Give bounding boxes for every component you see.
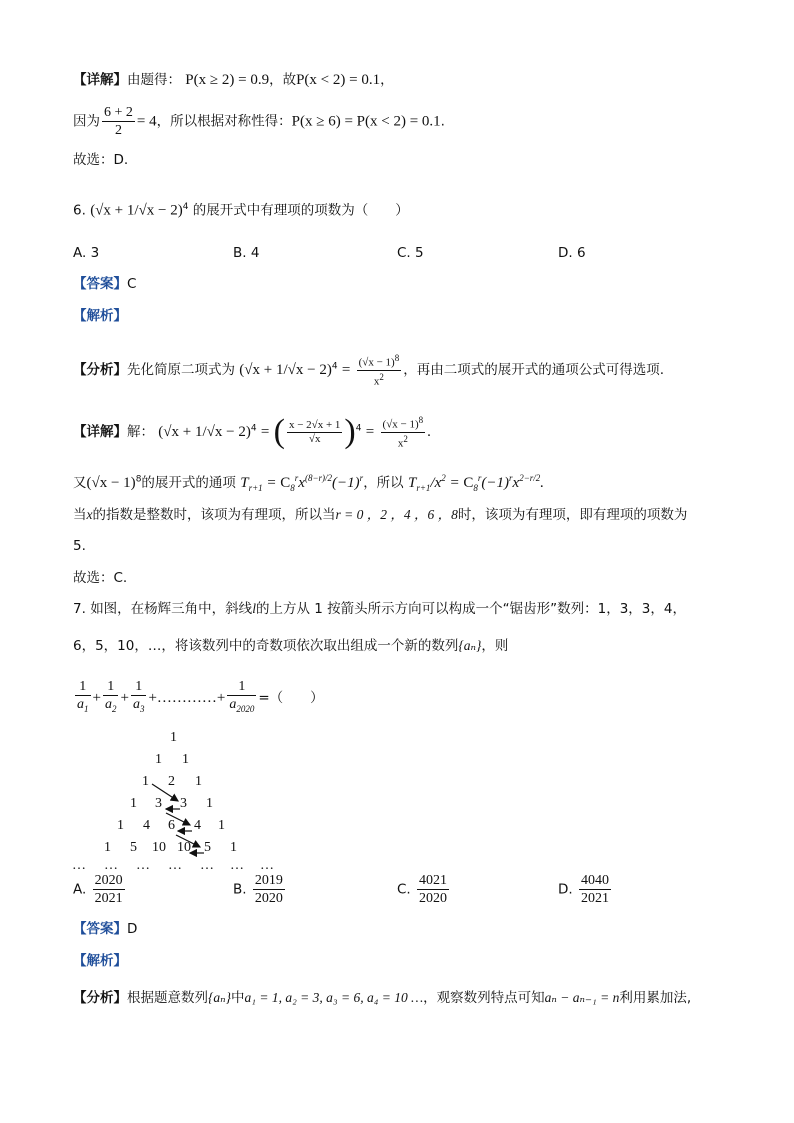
option-fraction: [93, 872, 125, 907]
triangle-ellipsis: …: [136, 858, 150, 873]
triangle-number: 4: [143, 818, 150, 833]
triangle-number: 1: [206, 796, 213, 811]
q6-option-b[interactable]: B. 4: [233, 245, 260, 261]
triangle-number: 3: [180, 796, 187, 811]
r-values: r = 0 ，2 ，4 ，6 ，8: [335, 507, 458, 522]
zigzag-arrows: [60, 725, 300, 875]
fraction-numerator: x − 2√x + 1: [288, 418, 341, 431]
triangle-number: 10: [177, 840, 191, 855]
fraction: [102, 104, 135, 139]
q6-choice: 故选：C.: [73, 570, 128, 586]
equation: = 4: [136, 113, 157, 130]
fenxi-text: 先化简原二项式为: [127, 362, 235, 379]
q6-stem: [73, 197, 409, 221]
fraction-denominator: 2020: [419, 891, 448, 906]
variable: l: [252, 601, 256, 616]
fraction: $\frac{1}{a_1}$: [77, 679, 89, 714]
exponent: 4: [355, 423, 362, 434]
triangle-number: 1: [170, 730, 177, 745]
subscript: 2020: [236, 703, 255, 714]
question-text: =（ ）: [258, 689, 324, 706]
q6-general-line: [73, 505, 687, 525]
question-text: 如图，在杨辉三角中，斜线: [90, 601, 253, 617]
q6-xiangjie: 【详解】解： $(√x + 1/√x - 2)^4$ = ( $\frac{x - 2√x + 1}{√x}$ )$^4$ = $\frac{(√x - 1)^8}{x^2}$ .: [73, 413, 431, 451]
binomial-base: (√x − 1): [86, 475, 136, 491]
question-text: 6，5，10，…，将该数列中的奇数项依次取出组成一个新的数列: [73, 638, 459, 654]
pascal-triangle: [60, 725, 300, 875]
triangle-ellipsis: …: [104, 858, 118, 873]
triangle-number: 10: [152, 840, 166, 855]
binomial-expression: (√x + 1/√x − 2): [158, 424, 251, 441]
q7-option-b[interactable]: [233, 872, 287, 907]
q6-term-line: 又$(√x - 1)^8$的展开式的通项 $T_{r+1} = C_8^rx^{(8-r)/2}(-1)^r$，所以 $T_{r+1}/x^2 = C_8^r(-1)^rx^{2-r/2}$.: [73, 473, 545, 493]
ellipsis: +…………+: [148, 689, 226, 706]
detail-text: 由题得：: [127, 72, 181, 88]
fraction-numerator: 6 + 2: [104, 105, 133, 120]
option-letter: A.: [73, 881, 87, 898]
fenxi-text: 利用累加法,: [619, 990, 692, 1006]
option-fraction: [253, 872, 285, 907]
triangle-number: 1: [182, 752, 189, 767]
sequence-symbol: {aₙ}: [208, 990, 232, 1005]
arrow-line: [176, 835, 200, 847]
fraction-numerator: 2020: [94, 873, 123, 888]
exponent: 8: [394, 353, 400, 363]
prob-expression: P(x ≥ 6) = P(x < 2) = 0.1: [291, 113, 441, 130]
exponent: 2: [403, 433, 408, 444]
triangle-number: 5: [130, 840, 137, 855]
detail-text: ，故: [269, 72, 297, 88]
q6-analysis-tag: [73, 306, 127, 326]
triangle-number: 1: [142, 774, 149, 789]
q7-option-a[interactable]: [73, 872, 127, 907]
q6-answer: [73, 274, 136, 294]
q5-detail-line2: [73, 104, 445, 139]
prob-expression: P(x ≥ 2) = 0.9: [185, 72, 270, 88]
triangle-number: 1: [230, 840, 237, 855]
binomial-expression: (√x + 1/√x − 2): [239, 362, 332, 379]
fraction: [381, 414, 426, 450]
question-number: 7.: [73, 601, 86, 617]
fraction-denominator: √x: [308, 432, 321, 445]
q5-detail-line1: [73, 70, 394, 90]
triangle-number: 1: [130, 796, 137, 811]
option-letter: C.: [397, 881, 411, 898]
fraction-numerator: (√x − 1): [358, 356, 395, 369]
variable: x: [86, 507, 93, 522]
triangle-ellipsis: …: [260, 858, 274, 873]
q7-stem-line2: [73, 636, 508, 656]
answer-tag: 【答案】: [73, 921, 127, 937]
arrow-line: [152, 784, 178, 801]
triangle-ellipsis: …: [200, 858, 214, 873]
triangle-number: 2: [168, 774, 175, 789]
q6-general-end: 5.: [73, 538, 86, 554]
triangle-number: 4: [194, 818, 201, 833]
sequence-values: a₁ = 1, a₂ = 3, a₃ = 6, a₄ = 10 …: [244, 990, 424, 1005]
fraction-denominator: 2020: [254, 891, 283, 906]
triangle-number: 1: [218, 818, 225, 833]
fraction: $\frac{1}{a_{2020}}$: [229, 679, 255, 714]
q5-choice: 故选：D.: [73, 152, 129, 168]
recurrence-relation: aₙ − aₙ₋₁ = n: [544, 990, 620, 1005]
fenxi-text: 中: [231, 990, 245, 1006]
fraction-denominator: 2: [114, 123, 122, 138]
fraction-denominator: 2021: [94, 891, 123, 906]
answer-tag: 【答案】: [73, 276, 127, 292]
exponent: 4: [331, 361, 338, 372]
option-letter: B.: [233, 881, 247, 898]
fraction-numerator: 4021: [419, 873, 448, 888]
q7-fenxi: [73, 988, 691, 1008]
triangle-ellipsis: …: [72, 858, 86, 873]
combination-symbol: C: [280, 475, 291, 491]
fraction-numerator: 4040: [580, 873, 609, 888]
triangle-ellipsis: …: [230, 858, 244, 873]
triangle-number: 1: [155, 752, 162, 767]
fraction: $\frac{1}{a_2}$: [104, 679, 117, 714]
triangle-number: 1: [104, 840, 111, 855]
fenxi-text: ，观察数列特点可知: [423, 990, 545, 1006]
exponent: 4: [182, 202, 189, 212]
fenxi-tag: 【分析】: [73, 990, 127, 1006]
detail-text: 时，该项为有理项，即有理项的项数为: [457, 507, 688, 523]
fenxi-text: 根据题意数列: [127, 990, 208, 1006]
answer-value: C: [127, 276, 137, 292]
exponent: 4: [250, 423, 257, 434]
triangle-number: 5: [204, 840, 211, 855]
q6-option-a[interactable]: A. 3: [73, 245, 100, 261]
detail-tag: 【详解】: [73, 72, 127, 88]
q7-stem-line1: [73, 599, 686, 619]
triangle-ellipsis: …: [168, 858, 182, 873]
q6-option-c[interactable]: C. 5: [397, 245, 424, 261]
option-fraction: [417, 872, 449, 907]
fraction: $\frac{1}{a_3}$: [132, 679, 145, 714]
detail-text: 因为: [73, 113, 100, 130]
detail-text: 又: [73, 475, 87, 491]
q7-option-d[interactable]: [558, 872, 613, 907]
sequence-symbol: {aₙ}: [458, 638, 482, 653]
punctuation: ，: [380, 72, 394, 88]
binomial-expression: (√x + 1/√x − 2): [90, 202, 183, 219]
fraction-numerator: (√x − 1): [382, 418, 419, 431]
fraction-denominator: x: [397, 437, 404, 450]
exponent: 8: [135, 474, 142, 485]
detail-text: 解：: [127, 424, 154, 441]
detail-text: ，所以根据对称性得：: [156, 113, 292, 130]
q7-answer: [73, 919, 137, 939]
fenxi-text: ，再由二项式的展开式的通项公式可得选项.: [403, 362, 665, 379]
option-letter: D.: [558, 881, 573, 898]
question-text: ，则: [481, 638, 509, 654]
triangle-number: 6: [168, 818, 175, 833]
fraction: [287, 419, 342, 446]
triangle-number: 1: [117, 818, 124, 833]
fraction-denominator: 2021: [580, 891, 609, 906]
punctuation: .: [440, 113, 445, 130]
arrow-line: [166, 813, 190, 825]
question-text: 的上方从 1 按箭头所示方向可以构成一个“锯齿形”数列：1，3，3，4，: [255, 601, 686, 617]
analysis-tag: 【解析】: [73, 308, 127, 324]
q6-fenxi: 【分析】先化简原二项式为 $(√x + 1/√x - 2)^4$ = $\frac{(√x - 1)^8}{x^2}$ ，再由二项式的展开式的通项公式可得选项.: [73, 353, 665, 388]
detail-text: ，所以: [363, 475, 404, 491]
q6-option-d[interactable]: D. 6: [558, 245, 586, 261]
exponent: 8: [418, 415, 424, 425]
fenxi-tag: 【分析】: [73, 362, 127, 379]
triangle-number: 3: [155, 796, 162, 811]
answer-value: D: [127, 921, 138, 937]
fraction-denominator: x: [373, 375, 380, 388]
exponent: 2: [379, 371, 384, 382]
fraction: [357, 352, 402, 388]
fraction-numerator: 2019: [254, 873, 283, 888]
detail-text: 的展开式的通项: [141, 475, 236, 491]
question-text: 的展开式中有理项的项数为（ ）: [192, 202, 409, 219]
q7-sum-expression: $\frac{1}{a_1}$ + $\frac{1}{a_2}$ + $\frac{1}{a_3}$ +…………+ $\frac{1}{a_{2020}}$ =（ ）: [73, 678, 324, 718]
detail-tag: 【详解】: [73, 424, 127, 441]
question-number: 6.: [73, 202, 86, 219]
prob-expression: P(x < 2) = 0.1: [296, 72, 381, 88]
q7-analysis-tag: [73, 951, 127, 971]
triangle-number: 1: [195, 774, 202, 789]
option-fraction: [579, 872, 611, 907]
detail-text: 的指数是整数时，该项为有理项，所以当: [92, 507, 336, 523]
q7-option-c[interactable]: [397, 872, 451, 907]
detail-text: 当: [73, 507, 87, 523]
analysis-tag: 【解析】: [73, 953, 127, 969]
